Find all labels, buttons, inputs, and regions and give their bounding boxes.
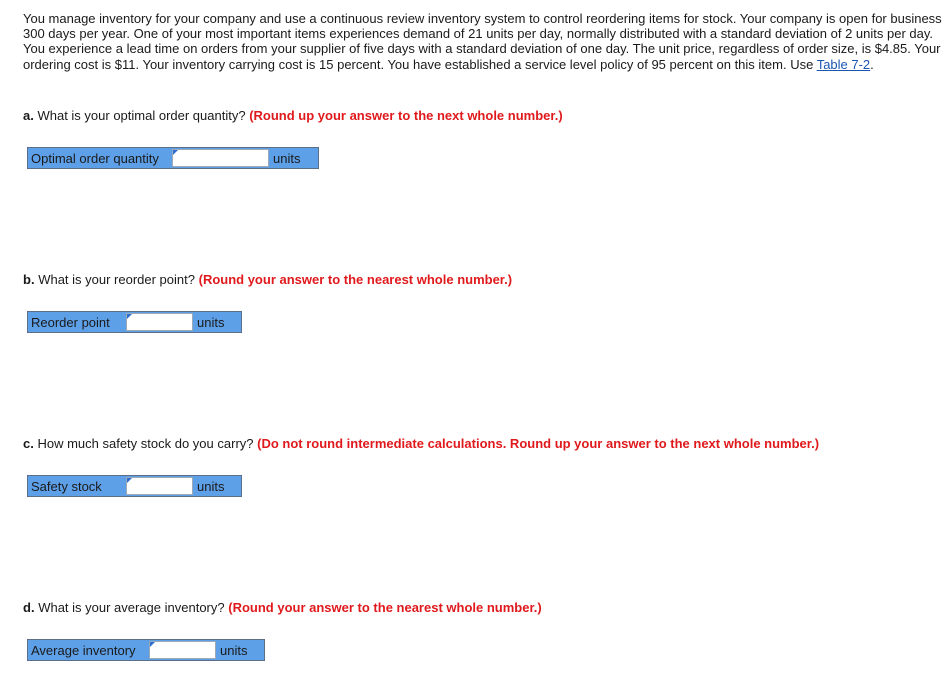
answer-label: Safety stock xyxy=(27,475,125,497)
question-letter: d. xyxy=(23,600,35,615)
answer-row-optimal-order-quantity xyxy=(27,147,319,169)
question-letter: c. xyxy=(23,436,34,451)
reorder-point-input[interactable] xyxy=(126,313,193,331)
answer-row-safety-stock xyxy=(27,475,242,497)
input-marker-icon xyxy=(127,478,132,483)
question-text: How much safety stock do you carry? xyxy=(37,436,254,451)
safety-stock-input[interactable] xyxy=(126,477,193,495)
question-text: What is your reorder point? xyxy=(38,272,195,287)
input-marker-icon xyxy=(150,642,155,647)
table-7-2-link[interactable]: Table 7-2 xyxy=(816,56,871,72)
problem-text-tail: . xyxy=(870,56,874,72)
answer-unit: units xyxy=(194,475,242,497)
question-instruction: (Round up your answer to the next whole number.) xyxy=(249,108,563,123)
question-text: What is your optimal order quantity? xyxy=(37,108,246,123)
question-b xyxy=(23,272,512,288)
answer-unit: units xyxy=(270,147,319,169)
question-instruction: (Round your answer to the nearest whole number.) xyxy=(228,600,542,615)
question-d xyxy=(23,600,542,616)
question-text: What is your average inventory? xyxy=(38,600,225,615)
question-c xyxy=(23,436,819,452)
answer-input-wrapper xyxy=(125,311,194,333)
question-instruction: (Round your answer to the nearest whole number.) xyxy=(198,272,513,287)
input-marker-icon xyxy=(173,150,178,155)
answer-row-reorder-point xyxy=(27,311,242,333)
average-inventory-input[interactable] xyxy=(149,641,216,659)
answer-input-wrapper xyxy=(125,475,194,497)
question-a xyxy=(23,108,563,124)
answer-label: Average inventory xyxy=(27,639,148,661)
input-marker-icon xyxy=(127,314,132,319)
question-letter: b. xyxy=(23,272,35,287)
problem-text: You manage inventory for your company and use a continuous review inventory system to control reordering items for stock. Your company is open for business 300 days per year. One of your most important items experiences demand of 21 units per day, normally distributed with a standard deviation of 2 units per day. You experience a lead time on orders from your supplier of five days with a standard deviation of one day. The unit price, regardless of order size, is $4.85. Your ordering cost is $11. Your inventory carrying cost is 15 percent. You have established a service level policy of 95 percent on this item. Use xyxy=(23,11,942,72)
answer-label: Reorder point xyxy=(27,311,125,333)
question-instruction: (Do not round intermediate calculations. Round up your answer to the next whole number.) xyxy=(257,436,820,451)
answer-unit: units xyxy=(217,639,265,661)
answer-row-average-inventory xyxy=(27,639,265,661)
answer-unit: units xyxy=(194,311,242,333)
answer-input-wrapper xyxy=(171,147,270,169)
answer-input-wrapper xyxy=(148,639,217,661)
answer-label: Optimal order quantity xyxy=(27,147,171,169)
question-letter: a. xyxy=(23,108,34,123)
optimal-order-quantity-input[interactable] xyxy=(172,149,269,167)
problem-statement xyxy=(23,11,947,72)
